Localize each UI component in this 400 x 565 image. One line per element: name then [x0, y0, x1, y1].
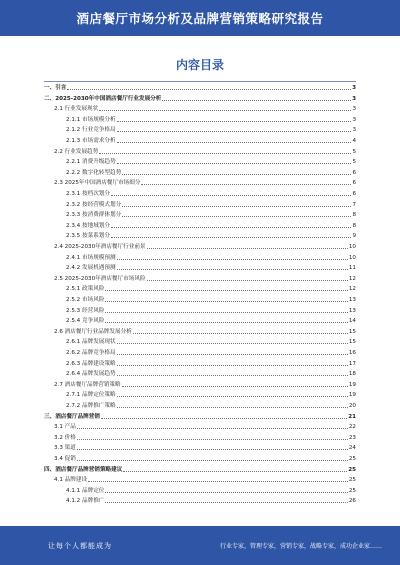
- toc-leader-dots: [105, 312, 347, 313]
- toc-entry[interactable]: [44, 338, 356, 346]
- toc-entry-page: 16: [348, 350, 356, 356]
- toc-entry[interactable]: [44, 381, 356, 389]
- toc-entry-page: 15: [348, 339, 356, 346]
- toc-entry-title: 2.1.3 市场需求分析: [66, 138, 116, 144]
- toc-entry-title: 2.4 2025-2030年酒店餐厅行业前景: [54, 244, 146, 250]
- toc-leader-dots: [122, 216, 351, 217]
- toc-leader-dots: [117, 121, 352, 122]
- toc-entry-title: 2.5.1 政策风险: [66, 286, 105, 293]
- toc-entry-title: 三、酒店餐厅品牌营销: [44, 413, 100, 420]
- toc-entry-title: 2.5.3 经营风险: [66, 307, 105, 314]
- toc-entry[interactable]: [44, 413, 356, 421]
- toc-leader-dots: [117, 354, 348, 355]
- toc-entry-title: 3.1 产品: [54, 424, 76, 431]
- toc-entry-title: 2.3.2 按经营模式划分: [66, 201, 122, 208]
- toc-leader-dots: [117, 259, 348, 260]
- toc-entry[interactable]: [44, 285, 356, 293]
- toc-entry-title: 2.4.1 市场规模预测: [66, 254, 116, 261]
- toc-entry[interactable]: [44, 169, 356, 177]
- toc-entry-title: 4.1 品牌建设: [54, 477, 88, 484]
- toc-entry-title: 2.3.4 按地域划分: [66, 222, 110, 229]
- toc-entry-page: 15: [348, 328, 356, 335]
- toc-entry-title: 2.6.1 品牌发展现状: [66, 339, 116, 346]
- toc-entry[interactable]: [44, 137, 356, 145]
- toc-entry[interactable]: [44, 370, 356, 378]
- toc-divider: [44, 81, 356, 82]
- toc-entry-page: 17: [348, 360, 356, 367]
- toc-entry-title: 2.2 行业发展趋势: [54, 148, 99, 155]
- toc-entry[interactable]: [44, 423, 356, 431]
- toc-entry-title: 3.3 渠道: [54, 445, 76, 452]
- toc-entry-page: 3: [352, 85, 356, 91]
- toc-entry-title: 2.5.4 竞争风险: [66, 318, 105, 325]
- toc-leader-dots: [111, 227, 351, 228]
- toc-entry-page: 13: [348, 307, 356, 314]
- toc-entry-title: 2.6 酒店餐厅行业品牌发展分析: [54, 328, 132, 335]
- toc-entry[interactable]: [44, 95, 356, 103]
- toc-entry-title: 2.7.1 品牌定位策略: [66, 392, 116, 399]
- toc-entry[interactable]: [44, 254, 356, 262]
- toc-entry[interactable]: [44, 487, 356, 495]
- toc-leader-dots: [117, 365, 348, 366]
- toc-entry-title: 2.7.2 品牌推广策略: [66, 403, 116, 409]
- toc-leader-dots: [77, 449, 348, 450]
- toc-entry[interactable]: [44, 349, 356, 357]
- toc-entry-page: 13: [348, 297, 356, 303]
- toc-entry[interactable]: [44, 497, 356, 505]
- toc-entry[interactable]: [44, 476, 356, 484]
- toc-leader-dots: [117, 396, 348, 397]
- toc-leader-dots: [117, 142, 352, 143]
- toc-leader-dots: [77, 460, 348, 461]
- toc-entry-page: 8: [352, 212, 356, 219]
- toc-leader-dots: [117, 343, 348, 344]
- toc-entry[interactable]: [44, 148, 356, 156]
- toc-leader-dots: [122, 174, 351, 175]
- toc-leader-dots: [117, 131, 352, 132]
- toc-leader-dots: [105, 290, 347, 291]
- toc-entry-page: 10: [348, 244, 356, 250]
- toc-entry-title: 2.2.2 数字化转型趋势: [66, 169, 122, 176]
- toc-leader-dots: [67, 89, 351, 90]
- toc-leader-dots: [141, 184, 351, 185]
- toc-leader-dots: [123, 471, 347, 472]
- toc-leader-dots: [117, 163, 352, 164]
- toc-entry-title: 2.6.4 品牌发展趋势: [66, 371, 116, 378]
- toc-entry-page: 25: [348, 487, 356, 494]
- toc-entry-page: 10: [348, 254, 356, 261]
- toc-leader-dots: [105, 322, 347, 323]
- toc-entry-page: 26: [348, 498, 356, 505]
- toc-entry[interactable]: [44, 211, 356, 219]
- toc-entry-title: 3.4 促销: [54, 456, 76, 462]
- toc-entry-page: 21: [348, 413, 356, 420]
- toc-entry[interactable]: [44, 126, 356, 134]
- toc-entry-page: 6: [352, 191, 356, 197]
- toc-leader-dots: [147, 280, 348, 281]
- toc-entry-title: 2.5 2025-2030年酒店餐厅市场风险: [54, 275, 146, 282]
- toc-entry[interactable]: [44, 434, 356, 442]
- toc-entry-title: 2.3 2025年中国酒店餐厅市场细分: [54, 180, 141, 187]
- toc-entry-title: 2.6.2 品牌竞争格局: [66, 350, 116, 356]
- header-bar: [0, 0, 400, 36]
- toc-entry-page: 20: [348, 403, 356, 409]
- toc-entry-page: 14: [348, 318, 356, 325]
- toc-entry-title: 2.1.1 市场规模分析: [66, 116, 116, 123]
- toc-entry[interactable]: [44, 232, 356, 240]
- footer-slogan: 让每个人都能成为: [48, 541, 112, 550]
- toc-leader-dots: [105, 301, 347, 302]
- toc-entry[interactable]: [44, 455, 356, 463]
- toc-entry[interactable]: [44, 222, 356, 230]
- toc-leader-dots: [77, 428, 348, 429]
- toc-leader-dots: [77, 439, 348, 440]
- toc-entry[interactable]: [44, 105, 356, 113]
- toc-entry[interactable]: [44, 360, 356, 368]
- toc-entry-page: 4: [352, 138, 356, 144]
- toc-entry-title: 二、2025-2030年中国酒店餐厅行业发展分析: [44, 95, 162, 102]
- toc-leader-dots: [99, 110, 351, 111]
- toc-entry-title: 4.1.1 品牌定位: [66, 487, 105, 494]
- toc-entry-page: 5: [352, 159, 356, 166]
- toc-entry-page: 3: [352, 127, 356, 134]
- toc-entry-page: 22: [348, 424, 356, 431]
- toc-entry[interactable]: [44, 264, 356, 272]
- toc-entry-title: 一、引言: [44, 85, 67, 91]
- toc-entry-page: 25: [348, 477, 356, 484]
- toc-entry[interactable]: [44, 307, 356, 315]
- toc-entry[interactable]: [44, 158, 356, 166]
- toc-entry-page: 24: [348, 445, 356, 452]
- toc-entry[interactable]: [44, 243, 356, 251]
- toc-leader-dots: [122, 386, 348, 387]
- toc-leader-dots: [147, 248, 348, 249]
- toc-leader-dots: [105, 492, 347, 493]
- toc-entry-page: 19: [348, 381, 356, 388]
- toc-entry[interactable]: [44, 179, 356, 187]
- toc-leader-dots: [105, 502, 347, 503]
- toc-entry-page: 23: [348, 434, 356, 441]
- footer-tagline: 行业专家，管理专家，营销专家，战略专家，成功企业家……: [219, 543, 382, 550]
- toc-entry-page: 12: [348, 286, 356, 293]
- toc-entry[interactable]: [44, 391, 356, 399]
- toc-entry-page: 6: [352, 169, 356, 176]
- toc-leader-dots: [122, 206, 351, 207]
- toc-entry[interactable]: [44, 466, 356, 474]
- toc-entry-title: 4.1.2 品牌推广: [66, 498, 105, 505]
- toc-entry-title: 2.2.1 消费升级趋势: [66, 159, 116, 166]
- footer-bar: [0, 526, 400, 565]
- toc-entry-title: 2.4.2 发展机遇预测: [66, 265, 116, 272]
- toc-leader-dots: [111, 195, 351, 196]
- toc-leader-dots: [117, 269, 348, 270]
- toc-leader-dots: [133, 333, 348, 334]
- toc-entry-page: 9: [352, 233, 356, 240]
- toc-entry-page: 6: [352, 180, 356, 187]
- toc-entry-page: 11: [348, 265, 356, 272]
- toc-entry-page: 3: [352, 116, 356, 123]
- toc-entry-title: 2.3.5 按菜系划分: [66, 233, 110, 240]
- toc-entry-title: 3.2 价格: [54, 434, 76, 441]
- toc-leader-dots: [111, 237, 351, 238]
- report-title: 酒店餐厅市场分析及品牌营销策略研究报告: [76, 11, 324, 26]
- toc-entry-page: 7: [352, 201, 356, 208]
- toc-entry-page: 19: [348, 392, 356, 399]
- toc-leader-dots: [88, 481, 348, 482]
- toc-entry-title: 2.1 行业发展现状: [54, 106, 99, 113]
- toc-leader-dots: [117, 407, 348, 408]
- toc-entry[interactable]: [44, 317, 356, 325]
- toc-entry-title: 四、酒店餐厅品牌营销策略建议: [44, 466, 123, 473]
- toc-entry-title: 2.5.2 市场风险: [66, 297, 105, 303]
- toc-entry[interactable]: [44, 296, 356, 304]
- toc-entry-title: 2.1.2 行业竞争格局: [66, 127, 116, 134]
- toc-entry[interactable]: [44, 328, 356, 336]
- toc-heading: 内容目录: [175, 58, 224, 72]
- toc-entry[interactable]: [44, 201, 356, 209]
- toc-entry[interactable]: [44, 190, 356, 198]
- toc-leader-dots: [117, 375, 348, 376]
- toc-entry-page: 8: [352, 222, 356, 229]
- toc-leader-dots: [101, 418, 347, 419]
- toc-entry-title: 2.6.3 品牌建设策略: [66, 360, 116, 367]
- toc-entry[interactable]: [44, 116, 356, 124]
- toc-leader-dots: [99, 153, 351, 154]
- toc-entry-page: 3: [352, 106, 356, 113]
- toc-entry-page: 12: [348, 275, 356, 282]
- toc-entry[interactable]: [44, 84, 356, 92]
- toc-entry-page: 5: [352, 148, 356, 155]
- toc-entry-page: 25: [348, 456, 356, 462]
- toc-entry-page: 18: [348, 371, 356, 378]
- toc-entry-page: 3: [352, 95, 356, 102]
- toc-leader-dots: [162, 100, 351, 101]
- toc-entry[interactable]: [44, 444, 356, 452]
- toc-entry[interactable]: [44, 402, 356, 410]
- toc-entry-title: 2.3.3 按消费群体划分: [66, 212, 122, 219]
- toc-entry[interactable]: [44, 275, 356, 283]
- toc-entry-title: 2.3.1 按档次划分: [66, 191, 110, 197]
- toc-entry-title: 2.7 酒店餐厅品牌营销策略: [54, 381, 121, 388]
- toc-entry-page: 25: [348, 466, 356, 473]
